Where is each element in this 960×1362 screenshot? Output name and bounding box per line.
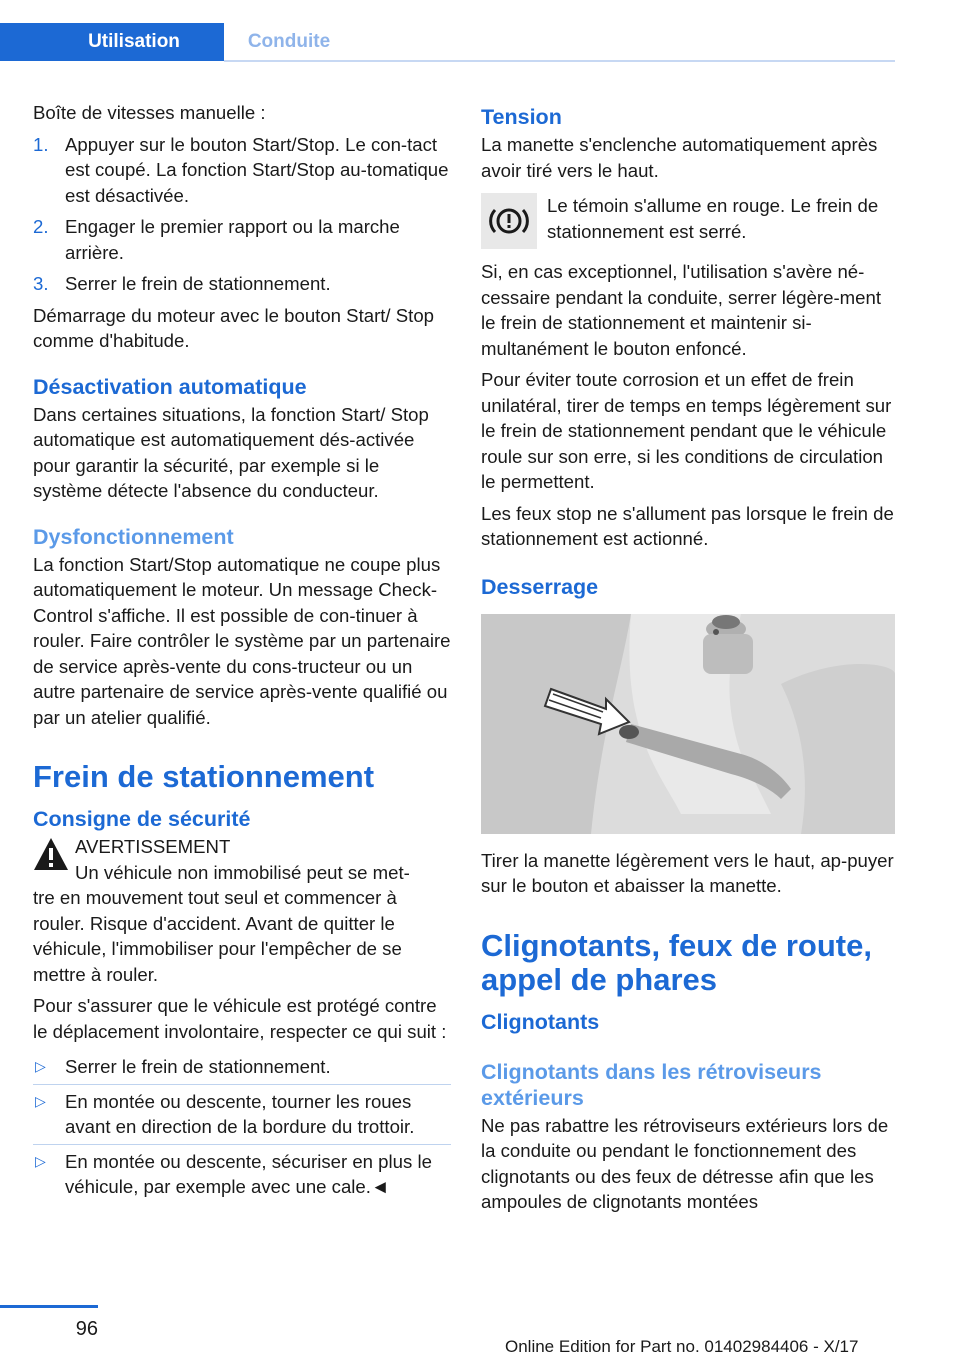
list-item [33, 1144, 451, 1204]
triangle-bullet-icon: ▷ [35, 1152, 46, 1169]
malfunction-heading: Dysfonctionnement [33, 524, 234, 549]
section-tab-bar [0, 23, 895, 63]
list-item [33, 1084, 451, 1144]
shutdown-steps [33, 132, 451, 297]
restart-text: Démarrage du moteur avec le bouton Start/ Stop comme d'habitude. [33, 304, 435, 351]
page-number: 96 [75, 1318, 98, 1340]
warning-text: tre en mouvement tout seul et commencer à rouler. Risque d'accident. Avant de quitter le véhicule, l'immobiliser pour l'empêcher de se mettre à rouler. [33, 887, 402, 985]
triangle-bullet-icon: ▷ [35, 1058, 46, 1074]
turn-signals-subheading: Clignotants [481, 1009, 600, 1034]
list-item-text: En montée ou descente, tourner les roues avant en direction de la bordure du trottoir. [65, 1090, 415, 1137]
tab-bar-rule [224, 60, 895, 62]
step-text: Appuyer sur le bouton Start/Stop. Le con‐tact est coupé. La fonction Start/Stop au‐tomatique est désactivée. [65, 133, 449, 206]
indicator-text: Le témoin s'allume en rouge. Le frein de stationnement est serré. [547, 195, 879, 242]
corrosion-text: Pour éviter toute corrosion et un effet de frein unilatéral, tirer de temps en temps légèrement sur le frein de stationnement pendant que le véhicule roule sur son erre, si les conditions de circulation le permettent. [481, 369, 892, 492]
release-heading: Desserrage [481, 574, 599, 599]
exceptional-use-text: Si, en cas exceptionnel, l'utilisation s'avère né‐cessaire pendant la conduite, serrer légère‐ment le frein de stationnement et maintenir si‐multanément le bouton enfoncé. [481, 261, 881, 359]
list-item [33, 1050, 451, 1084]
parking-brake-illustration [481, 614, 895, 834]
indicator-block [481, 193, 895, 249]
step-text: Engager le premier rapport ou la marche arrière. [65, 216, 400, 263]
warning-triangle-icon [33, 836, 69, 872]
step-number: 1. [33, 133, 49, 155]
step-number: 2. [33, 216, 49, 237]
list-item-text: En montée ou descente, sécuriser en plus le véhicule, par exemple avec une cale.◄ [65, 1150, 432, 1197]
left-column [33, 100, 451, 1204]
step-item [33, 271, 451, 297]
tension-text: La manette s'enclenche automatiquement après avoir tiré vers le haut. [481, 134, 878, 181]
step-text: Serrer le frein de stationnement. [65, 273, 331, 294]
malfunction-text: La fonction Start/Stop automatique ne coupe plus automatiquement le moteur. Un message Check-Control s'affiche. Il est possible de con‐tinuer à rouler. Faire contrôler le système par un partenaire de service après-vente du cons‐tructeur ou un autre partenaire de service après-vente qualifié ou par un atelier qualifié. [33, 553, 451, 728]
release-text: Tirer la manette légèrement vers le haut, ap‐puyer sur le bouton et abaisser la manette. [481, 849, 894, 896]
tension-heading: Tension [481, 105, 562, 129]
parking-brake-heading: Frein de stationnement [33, 759, 375, 794]
warning-first-line: Un véhicule non immobilisé peut se met‐ [75, 861, 410, 883]
turn-signals-heading: Clignotants, feux de route, appel de phares [481, 927, 872, 997]
tab-utilisation[interactable]: Utilisation [44, 23, 224, 61]
manual-gearbox-intro: Boîte de vitesses manuelle : [33, 102, 266, 123]
right-column [481, 100, 895, 1221]
tab-conduite[interactable]: Conduite [247, 31, 331, 52]
auto-deactivation-heading: Désactivation automatique [33, 374, 307, 399]
triangle-bullet-icon: ▷ [35, 1092, 46, 1109]
step-item [33, 214, 451, 265]
mirror-indicators-text: Ne pas rabattre les rétroviseurs extérieurs lors de la conduite ou pendant le fonctionnement des clignotants ou des feux de détresse afin que les ampoules de clignotants montées [481, 1114, 889, 1212]
warning-block [33, 834, 451, 885]
step-item [33, 132, 451, 209]
safety-heading: Consigne de sécurité [33, 807, 251, 831]
mirror-indicators-heading: Clignotants dans les rétroviseurs extérieurs [481, 1059, 822, 1110]
secure-vehicle-list [33, 1050, 451, 1204]
warning-title: AVERTISSEMENT [75, 836, 231, 857]
edition-text: Online Edition for Part no. 01402984406 - X/17 [505, 1337, 859, 1356]
parking-brake-indicator-icon [481, 193, 537, 249]
list-item-text: Serrer le frein de stationnement. [65, 1056, 331, 1077]
step-number: 3. [33, 273, 49, 294]
tab-bar-accent [0, 23, 44, 61]
auto-deactivation-text: Dans certaines situations, la fonction Start/ Stop automatique est automatiquement dés‐activée pour garantir la sécurité, par exemple si le système détecte l'absence du conducteur. [33, 403, 429, 501]
brake-lights-text: Les feux stop ne s'allument pas lorsque le frein de stationnement est actionné. [481, 502, 894, 549]
secure-vehicle-text: Pour s'assurer que le véhicule est protégé contre le déplacement involontaire, respecter ce qui suit : [33, 995, 447, 1042]
footer-rule [0, 1305, 98, 1308]
